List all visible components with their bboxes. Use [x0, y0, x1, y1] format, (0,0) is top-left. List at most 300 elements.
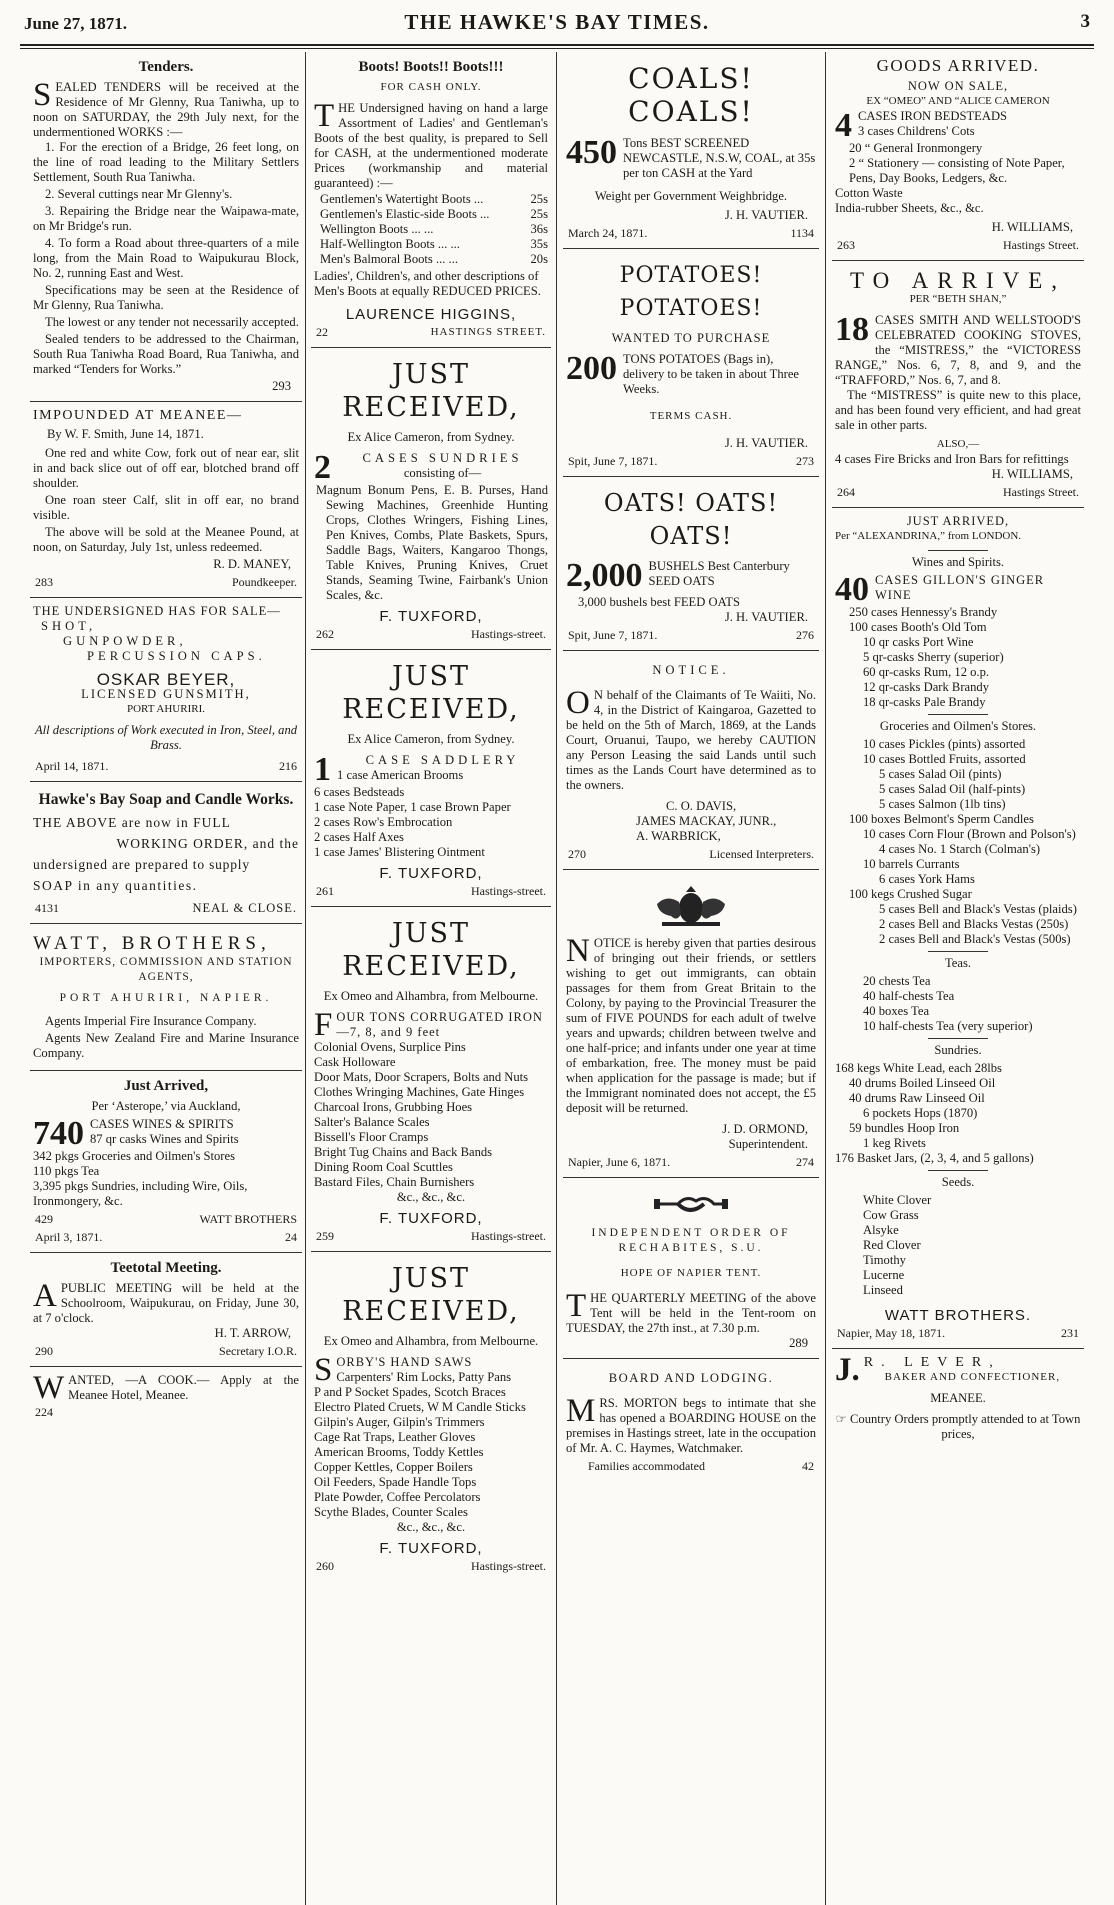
oats-advert	[563, 477, 819, 651]
advert-number: 293	[272, 379, 291, 393]
big-number: 450	[566, 134, 617, 171]
business-name: F. TUXFORD,	[379, 608, 483, 625]
list-item: Bastard Files, Chain Burnishers	[314, 1175, 475, 1189]
rechabites-advert	[563, 1178, 819, 1359]
newspaper-title: THE HAWKE'S BAY TIMES.	[404, 10, 710, 34]
list-item: Lucerne	[863, 1268, 905, 1282]
list-item: Dining Room Coal Scuttles	[314, 1160, 453, 1174]
boots-advert	[311, 52, 551, 348]
list-item: Cotton Waste	[835, 186, 903, 200]
drop-cap: T	[566, 1288, 587, 1324]
section-divider	[928, 1038, 988, 1039]
advert-subheading: HOPE OF NAPIER TENT.	[620, 1267, 762, 1279]
list-item: 2 cases Row's Embrocation	[314, 815, 453, 829]
advert-subheading: IMPORTERS, COMMISSION AND STATION AGENTS,	[39, 956, 293, 983]
advert-note: Country Orders promptly attended to at Town prices,	[850, 1412, 1081, 1441]
drop-cap: N	[566, 933, 590, 969]
advert-number: 4131	[35, 901, 59, 915]
advert-date: Spit, June 7, 1871.	[568, 454, 658, 468]
advert-heading: JUST RECEIVED,	[342, 661, 520, 725]
hand-saws-advert	[311, 1252, 551, 1581]
list-item: PERCUSSION CAPS.	[87, 649, 266, 663]
list-item: 2 cases Half Axes	[314, 830, 404, 844]
advert-line: WORKING ORDER, and the	[116, 836, 299, 851]
business-address: Hastings Street.	[1003, 238, 1079, 252]
list-item: 40 boxes Tea	[863, 1004, 930, 1018]
advert-note: Families accommodated	[588, 1459, 705, 1473]
advert-number: 261	[316, 884, 334, 898]
advert-heading: NOTICE.	[652, 663, 730, 677]
advert-line: CASES IRON BEDSTEADS	[858, 109, 1008, 123]
advert-paragraph: 1. For the erection of a Bridge, 26 feet long, on the line of road leading to the Military Settlers Settlement, South Rua Taniwha.	[33, 140, 299, 184]
advert-heading: OATS! OATS! OATS!	[603, 489, 779, 550]
advert-heading: WATT, BROTHERS,	[33, 933, 271, 954]
advert-body: RS. MORTON begs to intimate that she has opened a BOARDING HOUSE on the premises in Hastings street, late in the occupation of Mr. A. C. Haymes, Watchmaker.	[566, 1396, 816, 1455]
advert-line: consisting of—	[403, 466, 482, 480]
advert-subheading: FOR CASH ONLY.	[380, 81, 482, 93]
signature: J. D. ORMOND,	[722, 1122, 808, 1136]
list-item: Cask Holloware	[314, 1055, 396, 1069]
section-divider	[928, 1170, 988, 1171]
drop-cap: F	[314, 1007, 333, 1043]
list-item: 6 pockets Hops (1870)	[863, 1106, 978, 1120]
saddlery-advert	[311, 650, 551, 907]
signature-title: Licensed Interpreters.	[709, 847, 814, 861]
coals-advert	[563, 52, 819, 249]
list-item: 5 qr-casks Sherry (superior)	[863, 650, 1004, 664]
column-1	[30, 52, 302, 1905]
list-item: 18 qr-casks Pale Brandy	[863, 695, 986, 709]
list-item: American Brooms, Toddy Kettles	[314, 1445, 484, 1459]
advert-line: CASES GILLON'S GINGER WINE	[875, 573, 1045, 602]
column-3	[563, 52, 819, 1905]
advert-paragraph: 4. To form a Road about three-quarters of a mile long, from the Main Road to Waipukurau Block, No. 2, running East and West.	[33, 236, 299, 280]
advert-heading: JUST RECEIVED,	[342, 359, 520, 423]
signature: H. WILLIAMS,	[991, 220, 1073, 234]
drop-cap: S	[314, 1352, 333, 1388]
advert-body: TONS POTATOES (Bags in), delivery to be taken in about Three Weeks.	[623, 352, 800, 396]
advert-line: CASE SADDLERY	[365, 753, 520, 767]
advert-body: N behalf of the Claimants of Te Waiiti, No. 4, in the District of Kaingaroa, Gazetted to be held on the 5th of March, 1869, at the Lands Court, Oruanui, Taupo, we hereby CAUTION any Person Leasing the said Lands until such times as the Lands Court have determined as to the owners.	[566, 688, 816, 792]
list-item: 1 case Note Paper, 1 case Brown Paper	[314, 800, 511, 814]
list-item: Charcoal Irons, Grubbing Hoes	[314, 1100, 473, 1114]
advert-body: CASES SMITH AND WELLSTOOD'S CELEBRATED COOKING STOVES, the “MISTRESS,” the “VICTORESS RANGE,” Nos. 6, 7, 8, and 9, and the “TRAFFORD,” Nos. 6, 7, and 8.	[835, 313, 1081, 387]
advert-heading: IMPOUNDED AT MEANEE—	[33, 408, 243, 423]
advert-number: 264	[837, 485, 855, 499]
list-item: Bissell's Floor Cramps	[314, 1130, 429, 1144]
list-item: 59 bundles Hoop Iron	[849, 1121, 960, 1135]
drop-cap: O	[566, 685, 590, 721]
signature: R. D. MANEY,	[213, 557, 291, 571]
tenders-advert	[30, 52, 302, 402]
advert-line: 87 qr casks Wines and Spirits	[90, 1132, 239, 1146]
advert-body: BUSHELS Best Canterbury SEED OATS	[648, 559, 790, 588]
signature: H. WILLIAMS,	[991, 467, 1073, 481]
masthead	[20, 6, 1094, 36]
advert-paragraph: Sealed tenders to be addressed to the Chairman, South Rua Taniwha Road Board, Rua Taniwha, and marked “Tenders for Works.”	[33, 332, 299, 376]
list-item: 6 cases York Hams	[879, 872, 975, 886]
list-item: Electro Plated Cruets, W M Candle Sticks	[314, 1400, 526, 1414]
list-item: 10 cases Corn Flour (Brown and Polson's)	[863, 827, 1076, 841]
soap-works-advert	[30, 782, 302, 924]
business-name: F. TUXFORD,	[379, 865, 483, 882]
advert-number: 429	[35, 1212, 53, 1226]
potatoes-advert	[563, 249, 819, 477]
teetotal-advert	[30, 1253, 302, 1367]
list-item: 100 kegs Crushed Sugar	[849, 887, 972, 901]
price-row: Men's Balmoral Boots ... ... 20s	[320, 252, 548, 266]
advert-line: CASES WINES & SPIRITS	[90, 1117, 234, 1131]
advert-number: 260	[316, 1559, 334, 1573]
list-item: India-rubber Sheets, &c., &c.	[835, 201, 984, 215]
list-item: GUNPOWDER,	[63, 634, 187, 648]
masthead-rule	[20, 44, 1094, 49]
advert-number: 216	[279, 759, 297, 773]
advert-from: Ex Alice Cameron, from Sydney.	[347, 732, 515, 746]
column-divider	[825, 52, 826, 1905]
issue-date: June 27, 1871.	[24, 14, 127, 33]
advert-from: EX “OMEO” AND “ALICE CAMERON	[866, 95, 1050, 107]
list-item: 342 pkgs Groceries and Oilmen's Stores	[33, 1149, 235, 1163]
list-item: Copper Kettles, Copper Boilers	[314, 1460, 473, 1474]
advert-number: 263	[837, 238, 855, 252]
section-heading: Seeds.	[941, 1175, 975, 1189]
list-item: 10 half-chests Tea (very superior)	[863, 1019, 1033, 1033]
list-item: P and P Socket Spades, Scotch Braces	[314, 1385, 506, 1399]
signature: H. T. ARROW,	[214, 1326, 291, 1340]
advert-paragraph: Agents New Zealand Fire and Marine Insurance Company.	[33, 1031, 299, 1060]
list-item: 3,395 pkgs Sundries, including Wire, Oils, Ironmongery, &c.	[33, 1179, 248, 1208]
advert-paragraph: The lowest or any tender not necessarily accepted.	[45, 315, 299, 329]
list-item: 6 cases Bedsteads	[314, 785, 405, 799]
advert-heading: Just Arrived,	[123, 1078, 209, 1094]
advert-number: 274	[796, 1155, 814, 1169]
list-item: Plate Powder, Coffee Percolators	[314, 1490, 481, 1504]
list-item: Scythe Blades, Counter Scales	[314, 1505, 468, 1519]
big-number: 2	[314, 449, 331, 486]
cook-wanted-advert	[30, 1367, 302, 1427]
section-divider	[928, 714, 988, 715]
advert-heading: BOARD AND LODGING.	[608, 1371, 774, 1385]
caution-notice-advert	[563, 651, 819, 870]
advert-line: OUR TONS CORRUGATED IRON—7, 8, and 9 feet	[336, 1010, 543, 1039]
big-number: 4	[835, 107, 852, 144]
advert-from: Ex Omeo and Alhambra, from Melbourne.	[323, 1334, 539, 1348]
advert-heading: JUST RECEIVED,	[342, 918, 520, 982]
list-item: 12 qr-casks Dark Brandy	[863, 680, 989, 694]
column-4	[832, 52, 1084, 1905]
section-heading: Sundries.	[934, 1043, 982, 1057]
list-item: 40 half-chests Tea	[863, 989, 955, 1003]
list-item: Oil Feeders, Spade Handle Tops	[314, 1475, 477, 1489]
advert-from: Per ‘Asterope,’ via Auckland,	[91, 1099, 241, 1113]
advert-subheading: WANTED TO PURCHASE	[611, 331, 771, 345]
list-item: Salter's Balance Scales	[314, 1115, 430, 1129]
advert-number: 259	[316, 1229, 334, 1243]
advert-paragraph: One red and white Cow, fork out of near ear, slit in and back slice out of off ear, blotched brand off shoulder.	[33, 446, 299, 490]
big-number: 2,000	[566, 557, 643, 594]
advert-paragraph: Agents Imperial Fire Insurance Company.	[45, 1014, 257, 1028]
advert-note: All descriptions of Work executed in Iron, Steel, and Brass.	[34, 723, 298, 752]
big-number: 740	[33, 1115, 84, 1152]
list-item: 20 “ General Ironmongery	[849, 141, 983, 155]
list-item: Colonial Ovens, Surplice Pins	[314, 1040, 466, 1054]
to-arrive-advert	[832, 261, 1084, 508]
advert-number: 289	[789, 1336, 808, 1350]
advert-note: Ladies', Children's, and other descriptions of Men's Boots at equally REDUCED PRICES.	[314, 269, 541, 298]
section-divider	[928, 951, 988, 952]
business-address: Hastings-street.	[471, 1229, 546, 1243]
list-item: 5 cases Salad Oil (pints)	[879, 767, 1002, 781]
business-address: Hastings-street.	[471, 884, 546, 898]
list-item: 10 qr casks Port Wine	[863, 635, 974, 649]
advert-subheading: ALSO,—	[936, 438, 980, 450]
list-item: 5 cases Salad Oil (half-pints)	[879, 782, 1026, 796]
advert-heading: Tenders.	[138, 59, 194, 75]
business-name: OSKAR BEYER,	[96, 670, 236, 689]
advert-paragraph: Specifications may be seen at the Residence of Mr Glenny, Rua Taniwha.	[33, 283, 299, 312]
advert-date: Napier, June 6, 1871.	[568, 1155, 671, 1169]
list-item: Gilpin's Auger, Gilpin's Trimmers	[314, 1415, 485, 1429]
price-list	[314, 192, 548, 267]
advert-heading: TO ARRIVE,	[849, 268, 1067, 293]
list-item: Clothes Wringing Machines, Gate Hinges	[314, 1085, 525, 1099]
advert-body: HE QUARTERLY MEETING of the above Tent will be held in the Tent-room on TUESDAY, the 27th inst., at 7.30 p.m.	[566, 1291, 816, 1335]
drop-cap: S	[33, 77, 52, 113]
advert-number: 270	[568, 847, 586, 861]
list-item: Red Clover	[863, 1238, 921, 1252]
impounded-advert	[30, 402, 302, 598]
advert-heading: Hawke's Bay Soap and Candle Works.	[38, 791, 294, 808]
list-item: Bright Tug Chains and Back Bands	[314, 1145, 493, 1159]
list-item: Linseed	[863, 1283, 903, 1297]
list-item: 2 “ Stationery — consisting of Note Paper, Pens, Day Books, Ledgers, &c.	[849, 156, 1065, 185]
list-item: 3 cases Childrens' Cots	[858, 124, 975, 138]
advert-line: ORBY'S HAND SAWS	[336, 1355, 473, 1369]
watt-brothers-stock-advert	[832, 508, 1084, 1349]
advert-heading: GOODS ARRIVED.	[876, 56, 1040, 75]
section-divider	[928, 550, 988, 551]
section-heading: Groceries and Oilmen's Stores.	[879, 719, 1037, 733]
business-place: MEANEE.	[930, 1391, 986, 1405]
advert-body: OTICE is hereby given that parties desirous of bringing out their friends, or settlers wishing to get out immigrants, can obtain passages for them from Great Britain to the Colony, by paying to the Provincial Treasurer the sum of FIVE POUNDS for each adult of twelve years and upwards; children between twelve and one half-price; and infants under one year at time of embarkation, free. The money must be paid when application for the passage is made; but if the Immigrant nominated does not accept, the £5 deposit will be returned.	[566, 936, 816, 1115]
advert-date: April 3, 1871.	[35, 1230, 103, 1244]
list-item: Cage Rat Traps, Leather Gloves	[314, 1430, 476, 1444]
business-address: Hastings-street.	[471, 1559, 546, 1573]
list-item: Cow Grass	[863, 1208, 919, 1222]
list-item: Alsyke	[863, 1223, 899, 1237]
signature: J. H. VAUTIER.	[724, 208, 808, 222]
list-item: &c., &c., &c.	[396, 1520, 466, 1534]
business-address: Hastings Street.	[1003, 485, 1079, 499]
advert-heading: POTATOES! POTATOES!	[619, 263, 763, 321]
advert-heading: JUST ARRIVED,	[906, 514, 1010, 528]
big-number: 18	[835, 311, 869, 348]
list-item: 5 cases Salmon (1lb tins)	[879, 797, 1006, 811]
list-item: 60 qr-casks Rum, 12 o.p.	[863, 665, 990, 679]
list-item: 100 boxes Belmont's Sperm Candles	[849, 812, 1034, 826]
advert-line: 3,000 bushels best FEED OATS	[578, 595, 740, 609]
advert-line: 4 cases Fire Bricks and Iron Bars for refittings	[835, 452, 1069, 466]
list-item: 10 cases Bottled Fruits, assorted	[863, 752, 1026, 766]
list-item: 20 chests Tea	[863, 974, 931, 988]
advert-from: Per “ALEXANDRINA,” from LONDON.	[835, 530, 1022, 542]
list-item: 5 cases Bell and Black's Vestas (plaids)	[879, 902, 1077, 916]
drop-cap: W	[33, 1370, 65, 1406]
advert-byline: By W. F. Smith, June 14, 1871.	[47, 427, 204, 441]
price-row: Half-Wellington Boots ... ... 35s	[320, 237, 548, 251]
advert-number: 231	[1061, 1326, 1079, 1340]
watt-brothers-advert	[30, 924, 302, 1071]
business-name: F. TUXFORD,	[379, 1540, 483, 1557]
business-place: PORT AHURIRI, NAPIER.	[59, 992, 273, 1004]
advert-heading: COALS! COALS!	[628, 62, 754, 128]
list-item: 110 pkgs Tea	[33, 1164, 100, 1178]
advert-paragraph: The above will be sold at the Meanee Pound, at noon, on Saturday, July 1st, unless redeemed.	[33, 525, 299, 554]
big-number: 40	[835, 571, 869, 608]
advert-paragraph: One roan steer Calf, slit in off ear, no brand visible.	[33, 493, 299, 522]
business-trade: LICENSED GUNSMITH,	[81, 687, 251, 701]
advert-from: PER “BETH SHAN,”	[909, 293, 1007, 305]
list-item: Carpenters' Rim Locks, Patty Pans	[336, 1370, 512, 1384]
signature: C. O. DAVIS,	[666, 799, 737, 813]
advert-date: March 24, 1871.	[568, 226, 648, 240]
drop-cap: A	[33, 1278, 57, 1314]
business-trade: BAKER AND CONFECTIONER,	[884, 1371, 1061, 1383]
list-item: 2 cases Bell and Black's Vestas (500s)	[879, 932, 1071, 946]
list-item: 1 keg Rivets	[863, 1136, 926, 1150]
advert-number: 1134	[790, 226, 814, 240]
list-item: White Clover	[863, 1193, 932, 1207]
big-number: 1	[314, 751, 331, 788]
advert-heading: Boots! Boots!! Boots!!!	[358, 59, 504, 75]
goods-arrived-advert	[832, 52, 1084, 261]
list-item: 40 drums Boiled Linseed Oil	[849, 1076, 996, 1090]
advert-number: 283	[35, 575, 53, 589]
advert-body: Magnum Bonum Pens, E. B. Purses, Hand Sewing Machines, Greenhide Hunting Crops, Clothes Wringers, Fishing Lines, Pen Knives, Combs, Plate Baskets, Spurs, Saddle Bags, Waiters, Kangaroo Thongs, Table Knives, Pruning Knives, Cruet Stands, Seaming Twine, Fairbank's Union Scales, &c.	[316, 483, 548, 602]
signature: J. H. VAUTIER.	[724, 610, 808, 624]
advert-number: 24	[285, 1230, 297, 1244]
royal-coat-of-arms-icon	[642, 882, 740, 928]
signature: J. H. VAUTIER.	[724, 436, 808, 450]
list-item: Timothy	[863, 1253, 906, 1267]
advert-date: April 14, 1871.	[35, 759, 109, 773]
section-heading: Wines and Spirits.	[911, 555, 1005, 569]
advert-line: undersigned are prepared to supply	[33, 857, 250, 872]
business-address: HASTINGS STREET.	[430, 326, 546, 338]
advert-number: 224	[35, 1405, 53, 1419]
clasped-hands-icon	[654, 1190, 728, 1218]
advert-date: Spit, June 7, 1871.	[568, 628, 658, 642]
business-name: F. TUXFORD,	[379, 1210, 483, 1227]
immigration-notice-advert	[563, 870, 819, 1178]
list-item: 176 Basket Jars, (2, 3, 4, and 5 gallons)	[835, 1151, 1034, 1165]
list-item: 1 case James' Blistering Ointment	[314, 845, 485, 859]
advert-body: ANTED, —A COOK.— Apply at the Meanee Hotel, Meanee.	[68, 1373, 299, 1402]
column-divider	[556, 52, 557, 1905]
advert-heading: INDEPENDENT ORDER OF RECHABITES, S.U.	[591, 1227, 791, 1254]
advert-body: Tons BEST SCREENED NEWCASTLE, N.S.W, COAL, at 35s per ton CASH at the Yard	[623, 136, 816, 180]
board-and-lodging-advert	[563, 1359, 819, 1481]
pointing-hand-icon: ☞	[835, 1412, 847, 1426]
business-name: LAURENCE HIGGINS,	[345, 306, 517, 323]
advert-line: THE ABOVE are now in FULL	[33, 815, 231, 830]
column-2	[311, 52, 551, 1905]
price-row: Gentlemen's Elastic-side Boots ... 25s	[320, 207, 548, 221]
advert-heading: THE UNDERSIGNED HAS FOR SALE—	[33, 604, 281, 618]
list-item: Door Mats, Door Scrapers, Bolts and Nuts	[314, 1070, 529, 1084]
business-name: R. LEVER,	[863, 1355, 1001, 1370]
advert-terms: TERMS CASH.	[649, 410, 733, 422]
signature: NEAL & CLOSE.	[192, 901, 297, 915]
list-item: 40 drums Raw Linseed Oil	[849, 1091, 985, 1105]
business-name: WATT BROTHERS.	[884, 1307, 1032, 1324]
baker-advert	[832, 1349, 1084, 1449]
big-number: 200	[566, 350, 617, 387]
business-address: Hastings-street.	[471, 627, 546, 641]
advert-heading: Teetotal Meeting.	[110, 1260, 222, 1276]
advert-body: PUBLIC MEETING will be held at the Schoolroom, Waipukurau, on Friday, June 30, at 7 o'clock.	[33, 1281, 299, 1325]
list-item: 10 cases Pickles (pints) assorted	[863, 737, 1026, 751]
sundries-advert	[311, 348, 551, 650]
advert-number: 42	[802, 1459, 814, 1473]
signature: WATT BROTHERS	[199, 1212, 297, 1226]
signature: A. WARBRICK,	[636, 829, 721, 843]
section-heading: Teas.	[944, 956, 972, 970]
advert-heading: JUST RECEIVED,	[342, 1263, 520, 1327]
advert-paragraph: 2. Several cuttings near Mr Glenny's.	[45, 187, 233, 201]
price-row: Wellington Boots ... ... 36s	[320, 222, 548, 236]
signature-title: Poundkeeper.	[232, 575, 297, 589]
advert-number: 290	[35, 1344, 53, 1358]
advert-line: SOAP in any quantities.	[33, 878, 198, 893]
advert-number: 273	[796, 454, 814, 468]
signature: JAMES MACKAY, JUNR.,	[636, 814, 777, 828]
advert-paragraph: The “MISTRESS” is quite new to this place, and has been found very efficient, and had great sale in other parts.	[835, 388, 1081, 432]
drop-cap: T	[314, 98, 335, 134]
list-item: 2 cases Bell and Blacks Vestas (250s)	[879, 917, 1069, 931]
list-item: 168 kegs White Lead, each 28lbs	[835, 1061, 1002, 1075]
advert-line: CASES SUNDRIES	[362, 451, 523, 465]
business-place: PORT AHURIRI.	[127, 703, 205, 715]
advert-subheading: NOW ON SALE,	[907, 79, 1009, 93]
column-divider	[305, 52, 306, 1905]
list-item: SHOT,	[41, 619, 97, 633]
advert-from: Ex Omeo and Alhambra, from Melbourne.	[323, 989, 539, 1003]
gunsmith-advert	[30, 598, 302, 782]
list-item: &c., &c., &c.	[396, 1190, 466, 1204]
advert-paragraph: 3. Repairing the Bridge near the Waipawa-mate, on Mr Bridge's run.	[33, 204, 299, 233]
list-item: 100 cases Booth's Old Tom	[849, 620, 987, 634]
signature-title: Superintendent.	[728, 1137, 808, 1151]
just-arrived-advert	[30, 1071, 302, 1253]
corrugated-iron-advert	[311, 907, 551, 1252]
list-item: 250 cases Hennessy's Brandy	[849, 605, 998, 619]
advert-date: Napier, May 18, 1871.	[837, 1326, 946, 1340]
list-item: 4 cases No. 1 Starch (Colman's)	[879, 842, 1041, 856]
drop-cap: M	[566, 1393, 596, 1429]
page-number: 3	[1080, 11, 1090, 32]
advert-from: Ex Alice Cameron, from Sydney.	[347, 430, 515, 444]
advert-number: 262	[316, 627, 334, 641]
drop-cap: J.	[835, 1352, 860, 1388]
price-row: Gentlemen's Watertight Boots ... 25s	[320, 192, 548, 206]
advert-number: 276	[796, 628, 814, 642]
signature-title: Secretary I.O.R.	[219, 1344, 297, 1358]
list-item: 10 barrels Currants	[863, 857, 960, 871]
advert-number: 22	[316, 325, 328, 339]
advert-body: HE Undersigned having on hand a large Assortment of Ladies' and Gentleman's Boots of the best quality, is prepared to Sell for CASH, at the undermentioned moderate Prices (workmanship and material guaranteed) :—	[314, 101, 548, 190]
